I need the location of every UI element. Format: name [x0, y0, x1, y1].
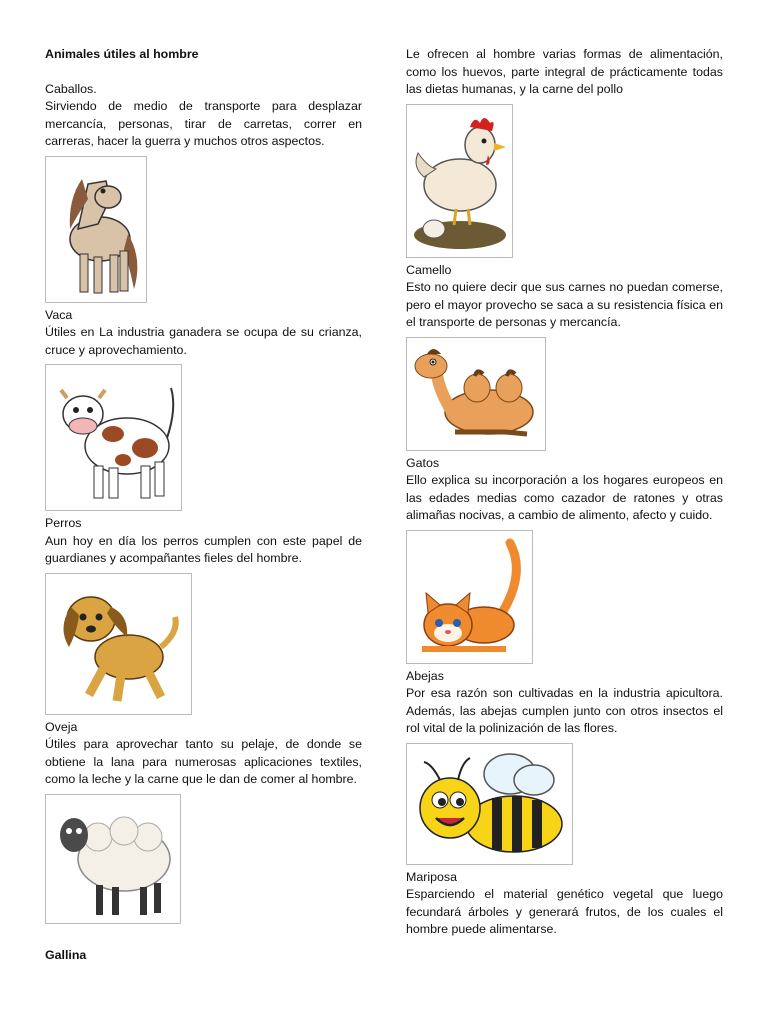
horse-image	[45, 156, 147, 303]
sheep-heading: Oveja	[45, 719, 78, 734]
camel-heading: Camello	[406, 262, 452, 277]
left-column	[45, 46, 362, 928]
camel-image	[406, 337, 546, 451]
page-title: Animales útiles al hombre	[45, 47, 199, 61]
cow-image	[45, 364, 182, 511]
bee-text: Por esa razón son cultivadas en la industria apicultora. Además, las abejas cumplen junto con otros insectos el rol vital de la polinización de las flores.	[406, 686, 723, 735]
cow-heading: Vaca	[45, 307, 73, 322]
cat-illustration	[410, 533, 530, 661]
sheep-image	[45, 794, 181, 924]
cow-illustration	[49, 368, 179, 508]
horse-heading: Caballos.	[45, 81, 97, 96]
cat-text: Ello explica su incorporación a los hogares europeos en las edades medias como cazador de ratones y otras alimañas nocivas, a cambio de alimento, afecto y cuido.	[406, 473, 723, 522]
cat-heading: Gatos	[406, 455, 440, 470]
cow-text: Útiles en La industria ganadera se ocupa de su crianza, cruce y aprovechamiento.	[45, 325, 362, 357]
bee-illustration	[410, 746, 570, 862]
butterfly-heading: Mariposa	[406, 869, 457, 884]
sheep-illustration	[48, 797, 178, 921]
bee-image	[406, 743, 573, 865]
hen-description: Le ofrecen al hombre varias formas de alimentación, como los huevos, parte integral de prácticamente todas las dietas humanas, y la carne del pollo	[406, 47, 723, 96]
cat-image	[406, 530, 533, 664]
dog-text: Aun hoy en día los perros cumplen con este papel de guardianes y acompañantes fieles del hombre.	[45, 533, 362, 565]
butterfly-text: Esparciendo el material genético vegetal que luego fecundará árboles y generará frutos, de los cuales el hombre puede alimentarse.	[406, 887, 723, 936]
bee-heading: Abejas	[406, 668, 444, 683]
right-column	[406, 46, 723, 939]
camel-text: Esto no quiere decir que sus carnes no puedan comerse, pero el mayor provecho se saca a su resistencia física en el transporte de personas y mercancía.	[406, 280, 723, 329]
footer-heading-gallina: Gallina	[45, 948, 87, 962]
hen-illustration	[410, 107, 510, 255]
dog-heading: Perros	[45, 516, 82, 530]
dog-illustration	[49, 577, 189, 711]
hen-image	[406, 104, 513, 258]
horse-text: Sirviendo de medio de transporte para desplazar mercancía, personas, tirar de carretas, correr en carreras, hacer la guerra y muchos otros aspectos.	[45, 99, 362, 148]
horse-illustration	[48, 159, 144, 299]
dog-image	[45, 573, 192, 715]
camel-illustration	[409, 340, 543, 448]
sheep-text: Útiles para aprovechar tanto su pelaje, de donde se obtiene la lana para numerosas aplicaciones textiles, como la leche y la carne que le dan de comer al hombre.	[45, 737, 362, 786]
